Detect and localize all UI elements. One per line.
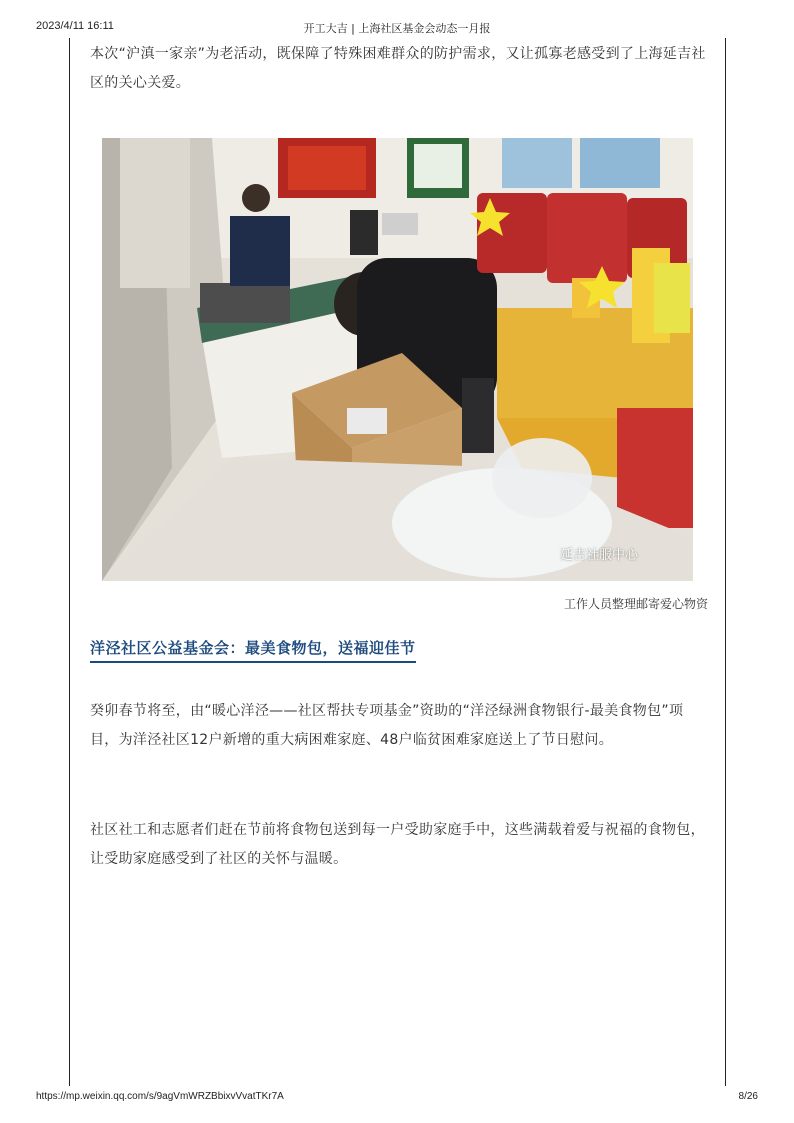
photo-illustration <box>102 138 693 581</box>
print-date: 2023/4/11 16:11 <box>36 20 114 32</box>
body-paragraph-2: 社区社工和志愿者们赶在节前将食物包送到每一户受助家庭手中，这些满载着爱与祝福的食物包，让受助家庭感受到了社区的关怀与温暖。 <box>90 822 705 867</box>
print-title: 开工大吉 | 上海社区基金会动态一月报 <box>303 22 491 35</box>
right-margin-rule <box>725 38 726 1086</box>
body-paragraph-1: 癸卯春节将至，由“暖心洋泾——社区帮扶专项基金”资助的“洋泾绿洲食物银行-最美食物包”项目，为洋泾社区12户新增的重大病困难家庭、48户临贫困难家庭送上了节日慰问。 <box>90 703 684 748</box>
photo-watermark: 延吉社服中心 <box>560 548 639 563</box>
article-photo <box>102 138 693 581</box>
page-number: 8/26 <box>738 1091 758 1102</box>
photo-caption: 工作人员整理邮寄爱心物资 <box>563 597 708 611</box>
page-url[interactable]: https://mp.weixin.qq.com/s/9agVmWRZBbixvVvatTKr7A <box>36 1091 284 1102</box>
left-margin-rule <box>69 38 70 1086</box>
section-heading: 洋泾社区公益基金会：最美食物包，送福迎佳节 <box>90 637 416 663</box>
intro-paragraph: 本次“沪滇一家亲”为老活动，既保障了特殊困难群众的防护需求，又让孤寡老感受到了上海延吉社区的关心关爱。 <box>90 46 706 91</box>
